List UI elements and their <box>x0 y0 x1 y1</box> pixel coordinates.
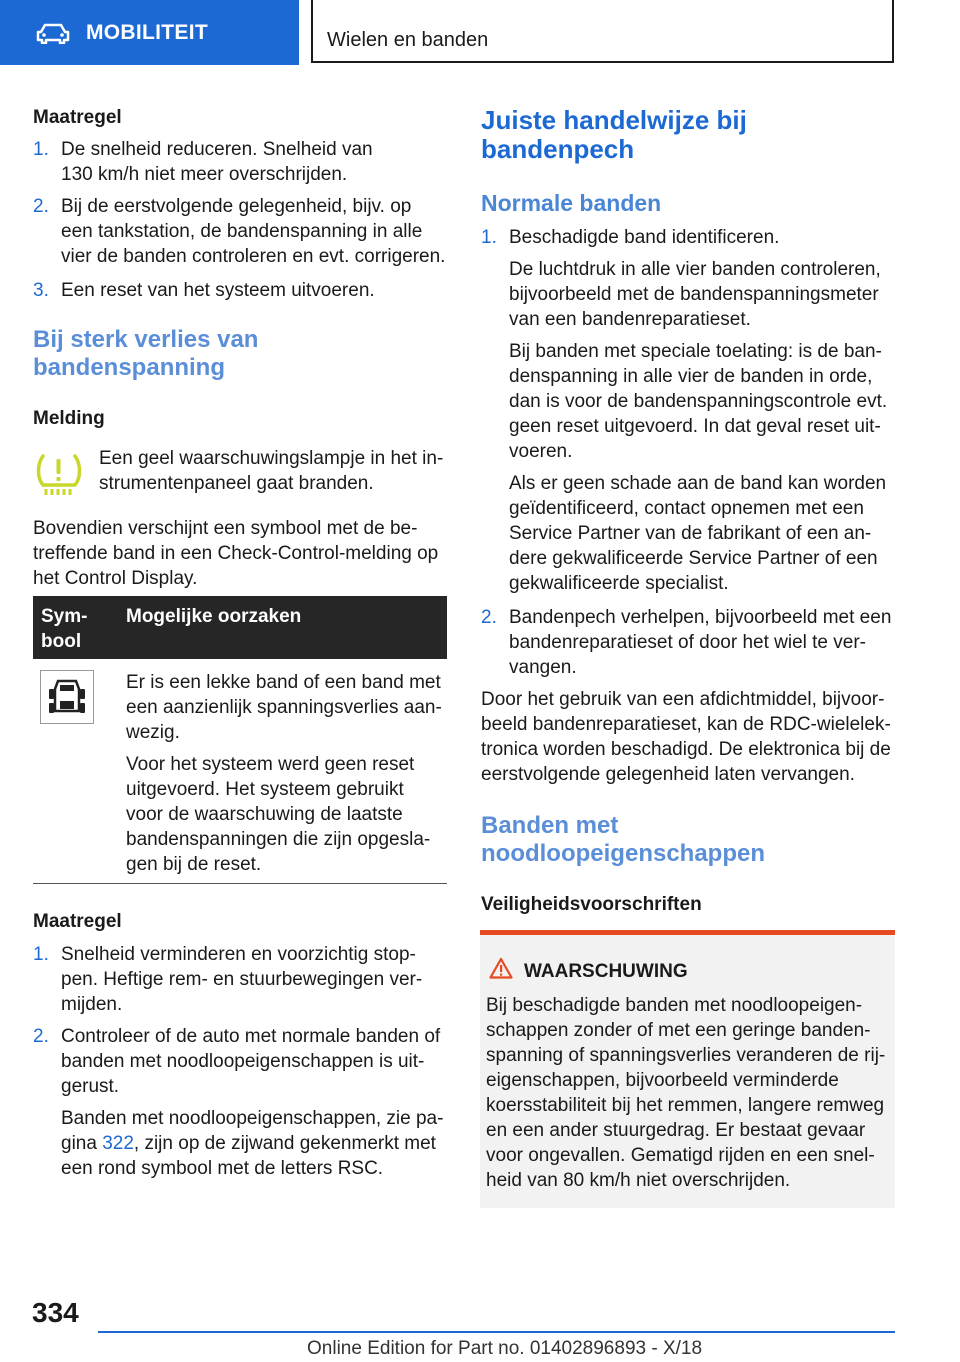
list-number: 1. <box>33 944 49 965</box>
message-text <box>99 446 449 496</box>
line: Snelheid verminderen en voorzichtig stop- <box>61 944 416 965</box>
line: Bij banden met speciale toelating: is de ban- <box>509 341 882 362</box>
line: gekwalificeerde specialist. <box>509 573 729 594</box>
list-number: 2. <box>481 607 497 628</box>
tire-pressure-warning-icon <box>34 452 84 498</box>
line: voeren. <box>509 441 573 462</box>
line: Controleer of de auto met normale banden of <box>61 1026 441 1047</box>
line: eigenschappen, bijvoorbeeld verminderde <box>486 1070 839 1091</box>
warning-title: WAARSCHUWING <box>524 961 688 982</box>
line: Door het gebruik van een afdichtmiddel, bijvoor- <box>481 689 885 710</box>
line: van een bandenreparatieset. <box>509 309 751 330</box>
heading-flat-tire <box>481 106 747 164</box>
paragraph-sealant <box>481 687 901 787</box>
line: voor ongevallen. Gematigd rijden en een snel- <box>486 1145 875 1166</box>
table-bottom-line <box>33 883 447 884</box>
measure-heading-2: Maatregel <box>33 911 122 932</box>
line: mijden. <box>61 994 123 1015</box>
line: schappen zonder of met een geringe banden- <box>486 1020 871 1041</box>
chapter-header <box>311 0 894 63</box>
section-tab[interactable] <box>0 0 299 65</box>
line: Sym- <box>41 606 88 627</box>
table-cause-2 <box>126 752 451 877</box>
list-number: 2. <box>33 196 49 217</box>
step-detail-1 <box>509 257 899 332</box>
list-number: 1. <box>481 227 497 248</box>
list-item <box>61 278 451 303</box>
list-item-note <box>61 1106 451 1181</box>
line: denspanning in alle vier de banden in orde, <box>509 366 873 387</box>
line: De snelheid reduceren. Snelheid van <box>61 139 373 160</box>
line: spanning of spanningsverlies veranderen de rij- <box>486 1045 886 1066</box>
line: bandenreparatieset of door het wiel te ver- <box>509 632 866 653</box>
page-link[interactable]: 322 <box>102 1133 134 1154</box>
footer-divider <box>98 1331 895 1333</box>
line: De luchtdruk in alle vier banden controleren, <box>509 259 881 280</box>
warning-triangle-icon <box>489 957 513 979</box>
line: vangen. <box>509 657 577 678</box>
line: eerstvolgende gelegenheid laten vervangen. <box>481 764 855 785</box>
line: treffende band in een Check-Control-melding op <box>33 543 439 564</box>
line: bandenspanning <box>33 354 225 381</box>
line: noodloopeigenschappen <box>481 840 766 867</box>
line: vier de banden controleren en evt. corrigeren. <box>61 246 446 267</box>
line: Juiste handelwijze bij <box>481 105 747 135</box>
line: een aanzienlijk spanningsverlies aan- <box>126 697 442 718</box>
line: Er is een lekke band of een band met <box>126 672 441 693</box>
section-label: MOBILITEIT <box>86 21 208 44</box>
line: gerust. <box>61 1076 120 1097</box>
step-detail-3 <box>509 471 899 596</box>
line: koersstabiliteit bij het remmen, langere remweg <box>486 1095 885 1116</box>
line: bandenpech <box>481 134 635 164</box>
page-number: 334 <box>32 1297 79 1328</box>
warning-box <box>480 930 895 1208</box>
list-item <box>61 194 451 269</box>
line: beeld bandenreparatieset, kan de RDC-wielelek- <box>481 714 891 735</box>
list-number: 3. <box>33 280 49 301</box>
line: Banden met <box>481 812 619 839</box>
footer-edition: Online Edition for Part no. 01402896893 - X/18 <box>307 1338 703 1359</box>
line: Een reset van het systeem uitvoeren. <box>61 280 375 301</box>
line: Beschadigde band identificeren. <box>509 227 780 248</box>
line: Bij de eerstvolgende gelegenheid, bijv. op <box>61 196 412 217</box>
text: , zijn op de zijwand gekenmerkt met <box>133 1133 436 1154</box>
list-item <box>509 225 899 250</box>
line: geïdentificeerd, contact opnemen met een <box>509 498 864 519</box>
col-header-causes: Mogelijke oorzaken <box>126 606 302 627</box>
line: Bij sterk verlies van <box>33 326 259 353</box>
line: voor de waarschuwing de laatste <box>126 804 403 825</box>
line: pen. Heftige rem- en stuurbewegingen ver- <box>61 969 423 990</box>
line: Voor het systeem werd geen reset <box>126 754 415 775</box>
heading-runflat <box>481 812 765 868</box>
car-icon <box>36 22 70 44</box>
line: wezig. <box>126 722 180 743</box>
heading-normal-tires: Normale banden <box>481 190 662 216</box>
line: 130 km/h niet meer overschrijden. <box>61 164 348 185</box>
line: een rond symbool met de letters RSC. <box>61 1158 384 1179</box>
line: Bij beschadigde banden met noodloopeigen- <box>486 995 863 1016</box>
step-detail-2 <box>509 339 899 464</box>
line: Een geel waarschuwingslampje in het in- <box>99 448 444 469</box>
table-header <box>33 596 447 659</box>
list-item <box>61 942 451 1017</box>
line: dere gekwalificeerde Service Partner of een <box>509 548 878 569</box>
line: Banden met noodloopeigenschappen, zie pa- <box>61 1108 444 1129</box>
line: een tankstation, de bandenspanning in alle <box>61 221 423 242</box>
message-heading: Melding <box>33 408 105 429</box>
heading-pressure-loss <box>33 326 258 382</box>
line: Bandenpech verhelpen, bijvoorbeeld met een <box>509 607 892 628</box>
warning-text <box>486 993 886 1193</box>
line: banden met noodloopeigenschappen is uit- <box>61 1051 425 1072</box>
line: heid van 80 km/h niet overschrijden. <box>486 1170 791 1191</box>
line: gen bij de reset. <box>126 854 262 875</box>
list-item <box>61 137 451 187</box>
line: en een ander stuurgedrag. Er bestaat gevaar <box>486 1120 866 1141</box>
line: bijvoorbeeld met de bandenspanningsmeter <box>509 284 879 305</box>
list-number: 1. <box>33 139 49 160</box>
list-number: 2. <box>33 1026 49 1047</box>
safety-heading: Veiligheidsvoorschriften <box>481 894 702 915</box>
line: bandenspanningen die zijn opgesla- <box>126 829 431 850</box>
measure-heading-1: Maatregel <box>33 107 122 128</box>
line: tronica worden beschadigd. De elektronica bij de <box>481 739 891 760</box>
line: dan is voor de bandenspanningscontrole evt. <box>509 391 888 412</box>
line: Service Partner van de fabrikant of een an- <box>509 523 872 544</box>
line: uitgevoerd. Het systeem gebruikt <box>126 779 404 800</box>
car-tire-symbol-icon <box>40 670 94 724</box>
line: het Control Display. <box>33 568 198 589</box>
line: strumentenpaneel gaat branden. <box>99 473 374 494</box>
list-item <box>61 1024 451 1099</box>
line: Bovendien verschijnt een symbool met de be- <box>33 518 418 539</box>
line <box>61 1131 451 1156</box>
line: Als er geen schade aan de band kan worden <box>509 473 887 494</box>
col-header-symbol <box>41 604 111 654</box>
text: gina <box>61 1133 103 1154</box>
list-item <box>509 605 899 680</box>
line: bool <box>41 631 82 652</box>
table-cause-1 <box>126 670 451 745</box>
line: geen reset uitgevoerd. In dat geval reset uit- <box>509 416 881 437</box>
paragraph-symbol <box>33 516 451 591</box>
chapter-title: Wielen en banden <box>327 29 489 51</box>
